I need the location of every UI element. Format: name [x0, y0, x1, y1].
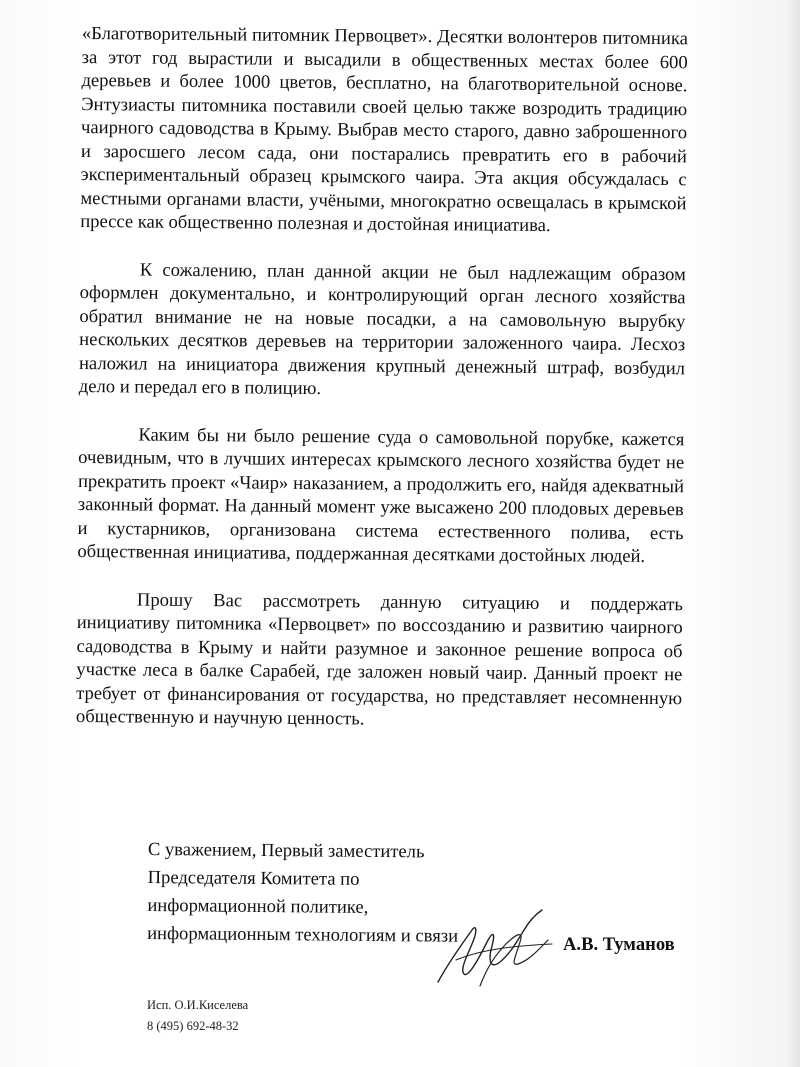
- executor-block: [147, 995, 248, 1037]
- closing-line-4: информационным технологиям и связи: [147, 922, 459, 947]
- executor-name: Исп. О.И.Киселева: [147, 998, 249, 1012]
- paragraph-2: К сожалению, план данной акции не был надлежащим образом оформлен документально, и контролирующий орган лесного хозяйства обратил внимание не на новые посадки, а на самовольную вырубку нескольких десятков деревьев на территории заложенного чаира. Лесхоз наложил на инициатора движения крупный денежный штраф, возбудил дело и передал его в полицию.: [78, 259, 686, 400]
- letter-body: [76, 22, 688, 734]
- closing-line-3: информационной политике,: [147, 894, 369, 918]
- closing-line-2: Председателя Комитета по: [147, 866, 360, 890]
- executor-phone: 8 (495) 692-48-32: [147, 1019, 239, 1033]
- paragraph-4: Прошу Вас рассмотреть данную ситуацию и поддержать инициативу питомника «Первоцвет» по воссозданию и развитию чаирного садоводства в Крыму и найти разумное и законное решение вопроса об участке леса в балке Сарабей, где заложен новый чаир. Данный проект не требует от финансирования от государства, но представляет несомненную общественную и научную ценность.: [75, 589, 684, 730]
- page-edge-shadow: [786, 0, 800, 1067]
- closing-block: [147, 836, 459, 951]
- closing-line-1: С уважением, Первый заместитель: [147, 838, 425, 863]
- paragraph-3: Каким бы ни было решение суда о самовольной порубке, кажется очевидным, что в лучших интересах крымского лесного хозяйства будет не прекратить проект «Чаир» наказанием, а продолжить его, найдя адекватный законный формат. На данный момент уже высажено 200 плодовых деревьев и кустарников, организована система естественного полива, есть общественная инициатива, поддержанная десятками достойных людей.: [77, 424, 685, 567]
- handwritten-signature: [420, 900, 570, 990]
- paragraph-1: «Благотворительный питомник Первоцвет». Десятки волонтеров питомника за этот год вырастили и высадили в общественных местах более 600 деревьев и более 1000 цветов, бесплатно, на благотворительной основе. Энтузиасты питомника поставили своей целью также возродить традицию чаирного садоводства в Крыму. Выбрав место старого, давно заброшенного и заросшего лесом сада, они постарались превратить его в рабочий экспериментальный образец крымского чаира. Эта акция обсуждалась с местными органами власти, учёными, многократно освещалась в крымской прессе как общественно полезная и достойная инициатива.: [80, 22, 688, 237]
- signer-name: А.В. Туманов: [563, 934, 675, 955]
